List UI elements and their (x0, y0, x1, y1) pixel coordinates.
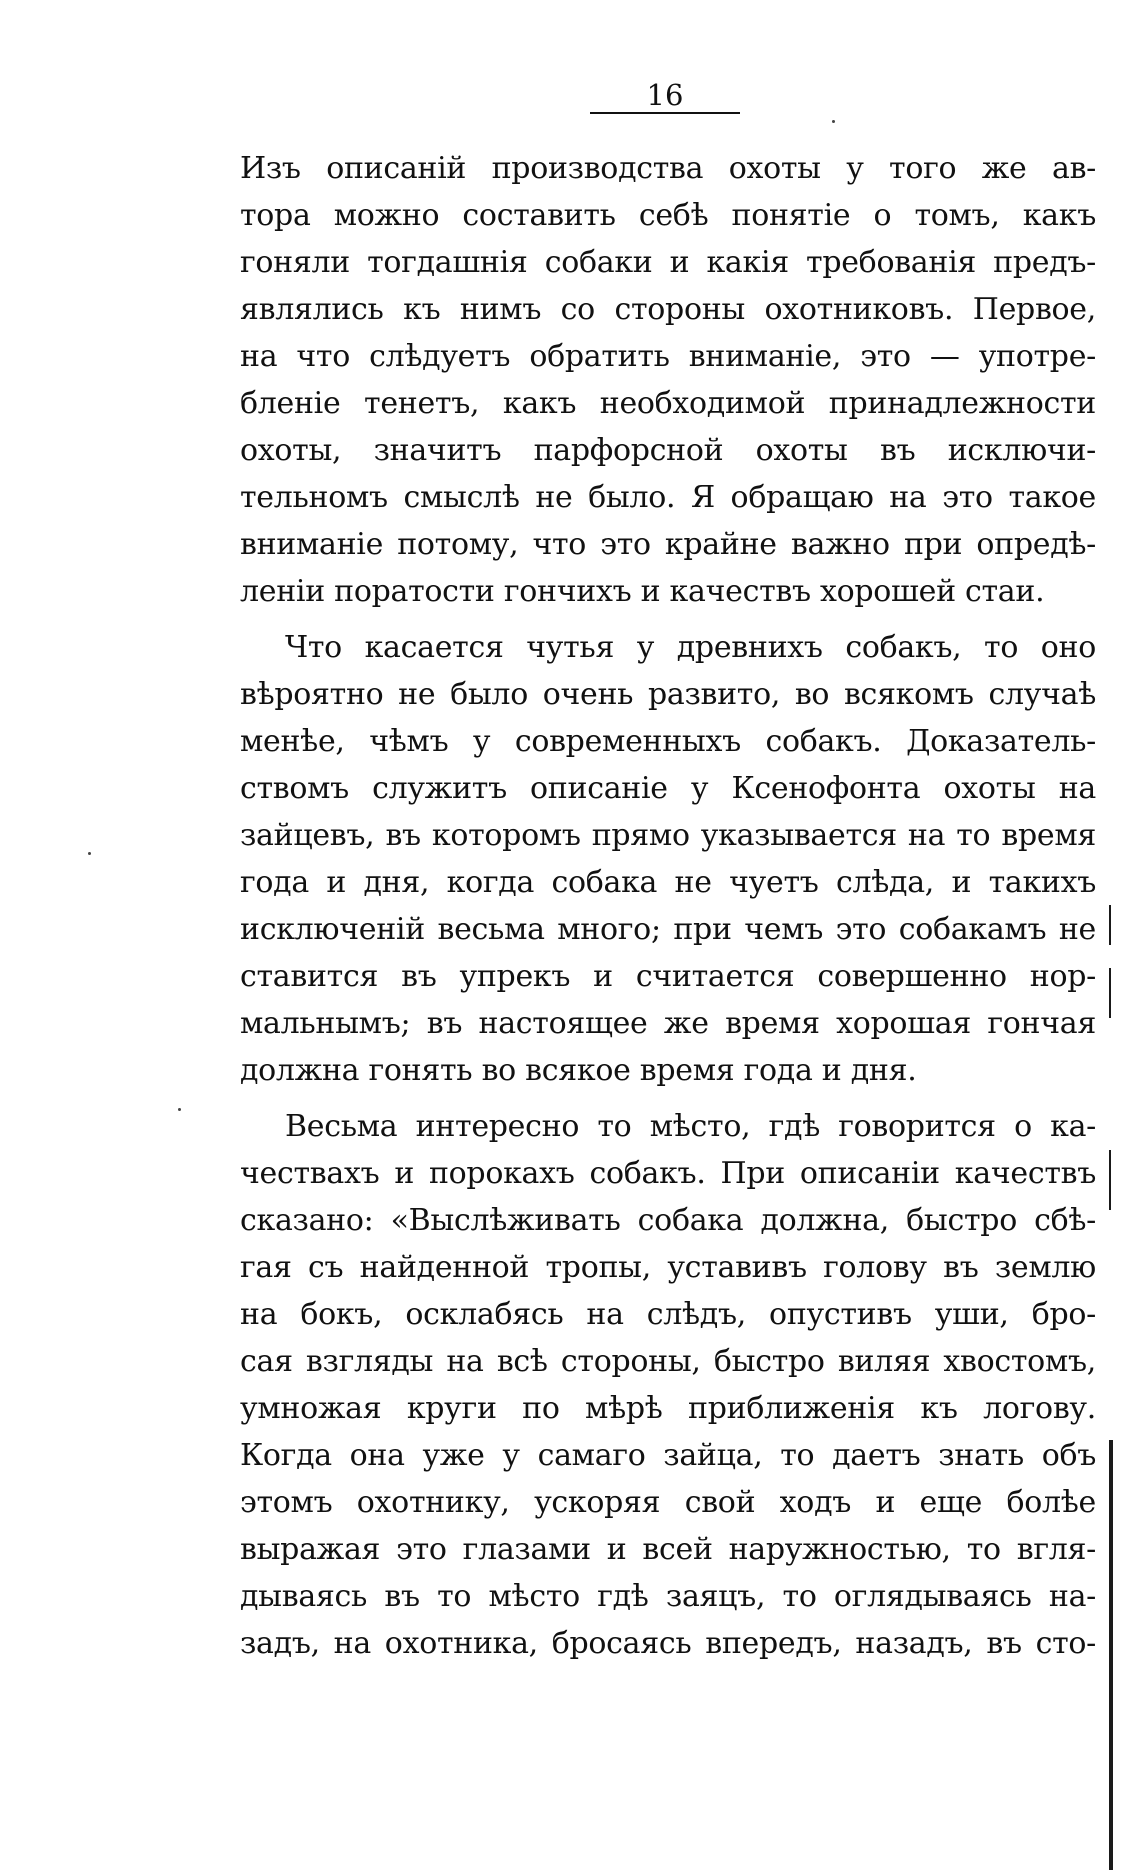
scan-edge-mark (1109, 1150, 1111, 1210)
text-line: ставится въ упрекъ и считается совершенно нор- (240, 959, 1096, 994)
text-line: сказано: «Выслѣживать собака должна, быстро сбѣ- (240, 1203, 1096, 1238)
text-line: тора можно составить себѣ понятіе о томъ, какъ (240, 198, 1096, 233)
scan-speck (832, 120, 835, 123)
text-line: охоты, значитъ парфорсной охоты въ исключи- (240, 433, 1096, 468)
text-line: Когда она уже у самаго зайца, то даетъ знать объ (240, 1438, 1096, 1473)
paragraph-gap (240, 615, 1096, 624)
text-line: чествахъ и порокахъ собакъ. При описаніи качествъ (240, 1156, 1096, 1191)
text-line: гоняли тогдашнія собаки и какія требованія предъ- (240, 245, 1096, 280)
text-line: менѣе, чѣмъ у современныхъ собакъ. Доказатель- (240, 724, 1096, 759)
scan-speck (88, 852, 91, 855)
text-line: задъ, на охотника, бросаясь впередъ, назадъ, въ сто- (240, 1626, 1096, 1661)
scan-edge-mark (1109, 1440, 1113, 1870)
text-line: мальнымъ; въ настоящее же время хорошая гончая (240, 1006, 1096, 1041)
text-line: вниманіе потому, что это крайне важно при опредѣ- (240, 527, 1096, 562)
paragraph-gap (240, 1094, 1096, 1103)
text-line: ствомъ служитъ описаніе у Ксенофонта охоты на (240, 771, 1096, 806)
text-line: бленіе тенетъ, какъ необходимой принадлежности (240, 386, 1096, 421)
text-line: на бокъ, осклабясь на слѣдъ, опустивъ уши, бро- (240, 1297, 1096, 1332)
text-line: вѣроятно не было очень развито, во всякомъ случаѣ (240, 677, 1096, 712)
text-line: дываясь въ то мѣсто гдѣ заяцъ, то оглядываясь на- (240, 1579, 1096, 1614)
paragraph (240, 1103, 1096, 1667)
text-line: исключеній весьма много; при чемъ это собакамъ не (240, 912, 1096, 947)
text-line: на что слѣдуетъ обратить вниманіе, это — употре- (240, 339, 1096, 374)
text-line: Весьма интересно то мѣсто, гдѣ говорится о ка- (285, 1109, 1096, 1144)
text-line: выражая это глазами и всей наружностью, то вгля- (240, 1532, 1096, 1567)
text-line: этомъ охотнику, ускоряя свой ходъ и еще болѣе (240, 1485, 1096, 1520)
text-line: года и дня, когда собака не чуетъ слѣда, и такихъ (240, 865, 1096, 900)
body-text (240, 145, 1096, 1667)
text-line: леніи поратости гончихъ и качествъ хорошей стаи. (240, 574, 1045, 609)
page-number: 16 (646, 78, 684, 112)
paragraph (240, 624, 1096, 1094)
text-line: сая взгляды на всѣ стороны, быстро виляя хвостомъ, (240, 1344, 1096, 1379)
text-line: должна гонять во всякое время года и дня. (240, 1053, 917, 1088)
text-line: гая съ найденной тропы, уставивъ голову въ землю (240, 1250, 1096, 1285)
text-line: являлись къ нимъ со стороны охотниковъ. Первое, (240, 292, 1096, 327)
text-line: тельномъ смыслѣ не было. Я обращаю на это такое (240, 480, 1096, 515)
text-line: зайцевъ, въ которомъ прямо указывается на то время (240, 818, 1096, 853)
text-line: Что касается чутья у древнихъ собакъ, то оно (285, 630, 1096, 665)
scan-edge-mark (1109, 905, 1111, 945)
text-line: Изъ описаній производства охоты у того же ав- (240, 151, 1096, 186)
header-rule (590, 112, 740, 114)
scan-edge-mark (1109, 968, 1111, 1018)
text-line: умножая круги по мѣрѣ приближенія къ логову. (240, 1391, 1096, 1426)
paragraph (240, 145, 1096, 615)
scan-speck (178, 1108, 181, 1111)
